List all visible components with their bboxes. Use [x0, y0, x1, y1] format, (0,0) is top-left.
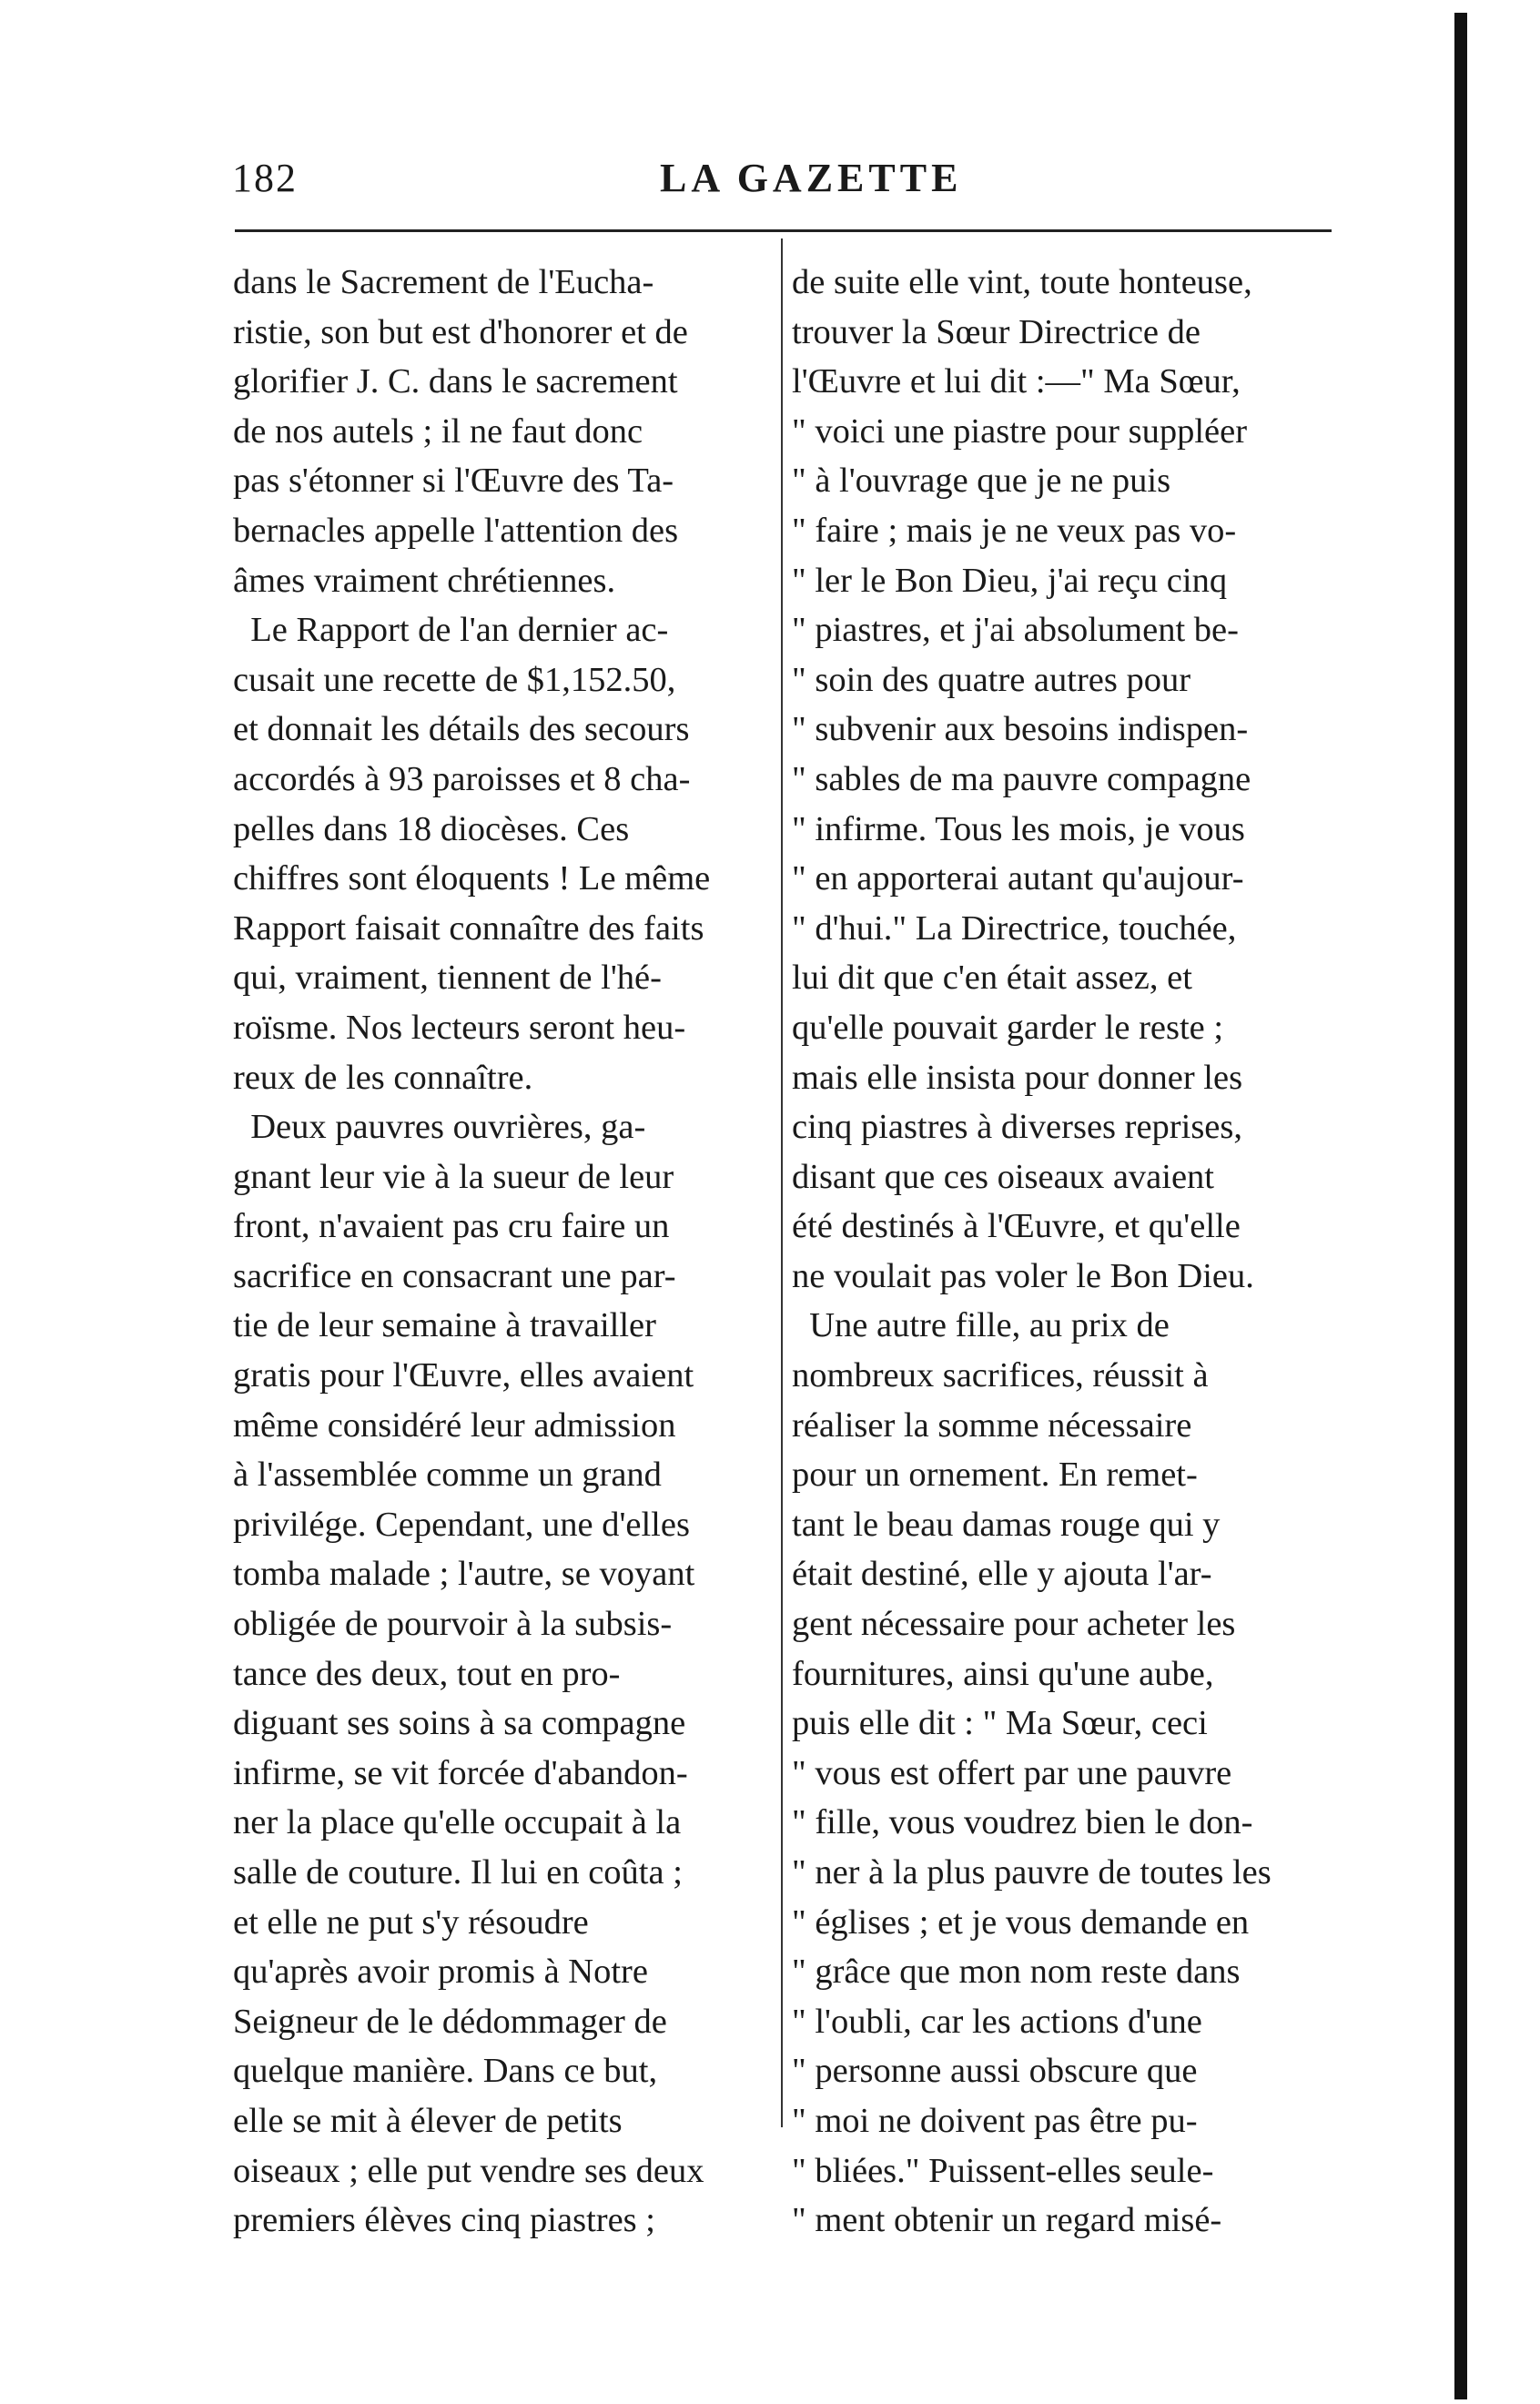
text-line: qu'après avoir promis à Notre	[233, 1953, 648, 1992]
text-line: glorifier J. C. dans le sacrement	[233, 362, 678, 401]
text-line: âmes vraiment chrétiennes.	[233, 561, 616, 600]
text-line: " en apporterai autant qu'aujour-	[792, 859, 1244, 898]
text-line: " moi ne doivent pas être pu-	[792, 2101, 1198, 2140]
text-line: ner la place qu'elle occupait à la	[233, 1803, 682, 1842]
text-line: Seigneur de le dédommager de	[233, 2002, 667, 2041]
text-line: trouver la Sœur Directrice de	[792, 312, 1201, 351]
text-line: à l'assemblée comme un grand	[233, 1456, 662, 1495]
text-line: bernacles appelle l'attention des	[233, 511, 679, 550]
text-line: gnant leur vie à la sueur de leur	[233, 1157, 674, 1196]
text-line: nombreux sacrifices, réussit à	[792, 1356, 1209, 1395]
text-line: " vous est offert par une pauvre	[792, 1753, 1232, 1792]
page-number: 182	[232, 156, 298, 200]
text-line: " personne aussi obscure que	[792, 2052, 1198, 2091]
text-line: " piastres, et j'ai absolument be-	[792, 611, 1239, 650]
text-line: tance des deux, tout en pro-	[233, 1654, 621, 1693]
text-line: obligée de pourvoir à la subsis-	[233, 1605, 673, 1644]
text-line: premiers élèves cinq piastres ;	[233, 2201, 655, 2240]
text-line: mais elle insista pour donner les	[792, 1058, 1243, 1097]
text-line: " grâce que mon nom reste dans	[792, 1953, 1241, 1992]
text-line: lui dit que c'en était assez, et	[792, 959, 1192, 998]
page-header	[232, 149, 1333, 213]
text-line: oiseaux ; elle put vendre ses deux	[233, 2151, 704, 2190]
text-line: Deux pauvres ouvrières, ga-	[233, 1108, 646, 1147]
text-line: tie de leur semaine à travailler	[233, 1306, 656, 1345]
text-line: reux de les connaître.	[233, 1058, 533, 1097]
text-line: " d'hui." La Directrice, touchée,	[792, 908, 1237, 948]
text-line: pelles dans 18 diocèses. Ces	[233, 809, 630, 848]
text-line: chiffres sont éloquents ! Le même	[233, 859, 711, 898]
text-line: ristie, son but est d'honorer et de	[233, 312, 688, 351]
text-line: Rapport faisait connaître des faits	[233, 908, 704, 948]
text-line: quelque manière. Dans ce but,	[233, 2052, 658, 2091]
text-line: sacrifice en consacrant une par-	[233, 1256, 676, 1295]
text-line: " ner à la plus pauvre de toutes les	[792, 1853, 1272, 1892]
text-line: cusait une recette de $1,152.50,	[233, 660, 676, 699]
text-line: " à l'ouvrage que je ne puis	[792, 462, 1171, 501]
text-line: tant le beau damas rouge qui y	[792, 1505, 1221, 1544]
text-line: elle se mit à élever de petits	[233, 2101, 623, 2140]
text-line: privilége. Cependant, une d'elles	[233, 1505, 690, 1544]
text-line: gratis pour l'Œuvre, elles avaient	[233, 1356, 694, 1395]
column-divider	[781, 238, 783, 2127]
text-line: et elle ne put s'y résoudre	[233, 1902, 589, 1942]
header-rule	[235, 229, 1332, 232]
left-column	[233, 258, 772, 2246]
text-line: pour un ornement. En remet-	[792, 1456, 1198, 1495]
text-line: " faire ; mais je ne veux pas vo-	[792, 511, 1237, 550]
text-line: été destinés à l'Œuvre, et qu'elle	[792, 1207, 1241, 1246]
text-line: gent nécessaire pour acheter les	[792, 1605, 1236, 1644]
text-line: " voici une piastre pour suppléer	[792, 411, 1248, 451]
text-line: ne voulait pas voler le Bon Dieu.	[792, 1256, 1254, 1295]
text-line: " soin des quatre autres pour	[792, 660, 1191, 699]
text-line: accordés à 93 paroisses et 8 cha-	[233, 759, 691, 798]
text-line: " subvenir aux besoins indispen-	[792, 710, 1249, 749]
text-line: " l'oubli, car les actions d'une	[792, 2002, 1202, 2041]
running-head: LA GAZETTE	[660, 156, 963, 200]
text-line: diguant ses soins à sa compagne	[233, 1704, 686, 1743]
text-line: dans le Sacrement de l'Eucha-	[233, 263, 654, 301]
text-line: de nos autels ; il ne faut donc	[233, 411, 643, 451]
text-line: Le Rapport de l'an dernier ac-	[233, 611, 669, 650]
text-line: l'Œuvre et lui dit :—" Ma Sœur,	[792, 362, 1241, 401]
text-line: puis elle dit : " Ma Sœur, ceci	[792, 1704, 1208, 1743]
text-line: réaliser la somme nécessaire	[792, 1405, 1192, 1445]
text-line: était destiné, elle y ajouta l'ar-	[792, 1555, 1212, 1594]
text-line: qu'elle pouvait garder le reste ;	[792, 1008, 1224, 1047]
text-line: et donnait les détails des secours	[233, 710, 690, 749]
text-line: roïsme. Nos lecteurs seront heu-	[233, 1008, 686, 1047]
text-line: " infirme. Tous les mois, je vous	[792, 809, 1245, 848]
text-line: Une autre fille, au prix de	[792, 1306, 1170, 1345]
text-line: qui, vraiment, tiennent de l'hé-	[233, 959, 662, 998]
text-line: salle de couture. Il lui en coûta ;	[233, 1853, 683, 1892]
text-line: tomba malade ; l'autre, se voyant	[233, 1555, 695, 1594]
text-line: " sables de ma pauvre compagne	[792, 759, 1251, 798]
text-line: même considéré leur admission	[233, 1405, 676, 1445]
text-line: " ment obtenir un regard misé-	[792, 2201, 1222, 2240]
text-line: " fille, vous voudrez bien le don-	[792, 1803, 1253, 1842]
text-line: front, n'avaient pas cru faire un	[233, 1207, 670, 1246]
text-line: infirme, se vit forcée d'abandon-	[233, 1753, 688, 1792]
text-line: disant que ces oiseaux avaient	[792, 1157, 1214, 1196]
text-line: cinq piastres à diverses reprises,	[792, 1108, 1242, 1147]
text-line: " ler le Bon Dieu, j'ai reçu cinq	[792, 561, 1228, 600]
page-edge-bar	[1454, 13, 1467, 2399]
text-line: pas s'étonner si l'Œuvre des Ta-	[233, 462, 674, 501]
text-line: " églises ; et je vous demande en	[792, 1902, 1250, 1942]
text-line: de suite elle vint, toute honteuse,	[792, 263, 1252, 301]
text-line: " bliées." Puissent-elles seule-	[792, 2151, 1214, 2190]
right-column	[792, 258, 1336, 2246]
text-line: fournitures, ainsi qu'une aube,	[792, 1654, 1214, 1693]
